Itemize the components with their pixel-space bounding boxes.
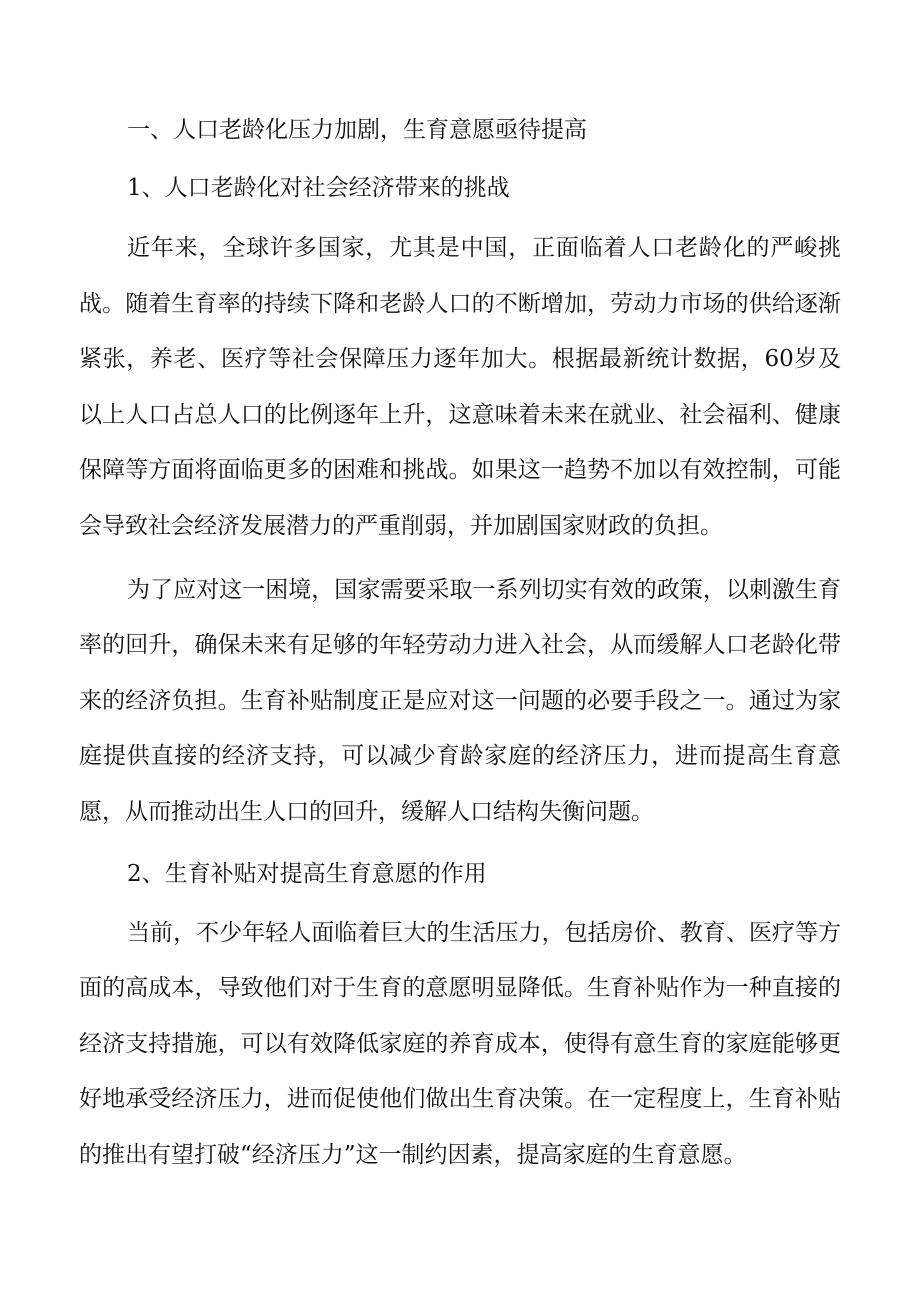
paragraph-2: 为了应对这一困境，国家需要采取一系列切实有效的政策，以刺激生育率的回升，确保未来有足够的年轻劳动力进入社会，从而缓解人口老龄化带来的经济负担。生育补贴制度正是应对这一问题的必要手段之一。通过为家庭提供直接的经济支持，可以减少育龄家庭的经济压力，进而提高生育意愿，从而推动出生人口的回升，缓解人口结构失衡问题。 (79, 576, 841, 825)
paragraph-1: 近年来，全球许多国家，尤其是中国，正面临着人口老龄化的严峻挑战。随着生育率的持续下降和老龄人口的不断增加，劳动力市场的供给逐渐紧张，养老、医疗等社会保障压力逐年加大。根据最新统计数据，60岁及以上人口占总人口的比例逐年上升，这意味着未来在就业、社会福利、健康保障等方面将面临更多的困难和挑战。如果这一趋势不加以有效控制，可能会导致社会经济发展潜力的严重削弱，并加剧国家财政的负担。 (79, 235, 841, 539)
subsection-1-title: 1、人口老龄化对社会经济带来的挑战 (127, 175, 510, 201)
subsection-2-title: 2、生育补贴对提高生育意愿的作用 (127, 860, 487, 887)
document-body (79, 103, 841, 1184)
paragraph-3: 当前，不少年轻人面临着巨大的生活压力，包括房价、教育、医疗等方面的高成本，导致他们对于生育的意愿明显降低。生育补贴作为一种直接的经济支持措施，可以有效降低家庭的养育成本，使得有意生育的家庭能够更好地承受经济压力，进而促使他们做出生育决策。在一定程度上，生育补贴的推出有望打破“经济压力”这一制约因素，提高家庭的生育意愿。 (79, 919, 841, 1168)
section-title: 一、人口老龄化压力加剧，生育意愿亟待提高 (127, 117, 587, 143)
